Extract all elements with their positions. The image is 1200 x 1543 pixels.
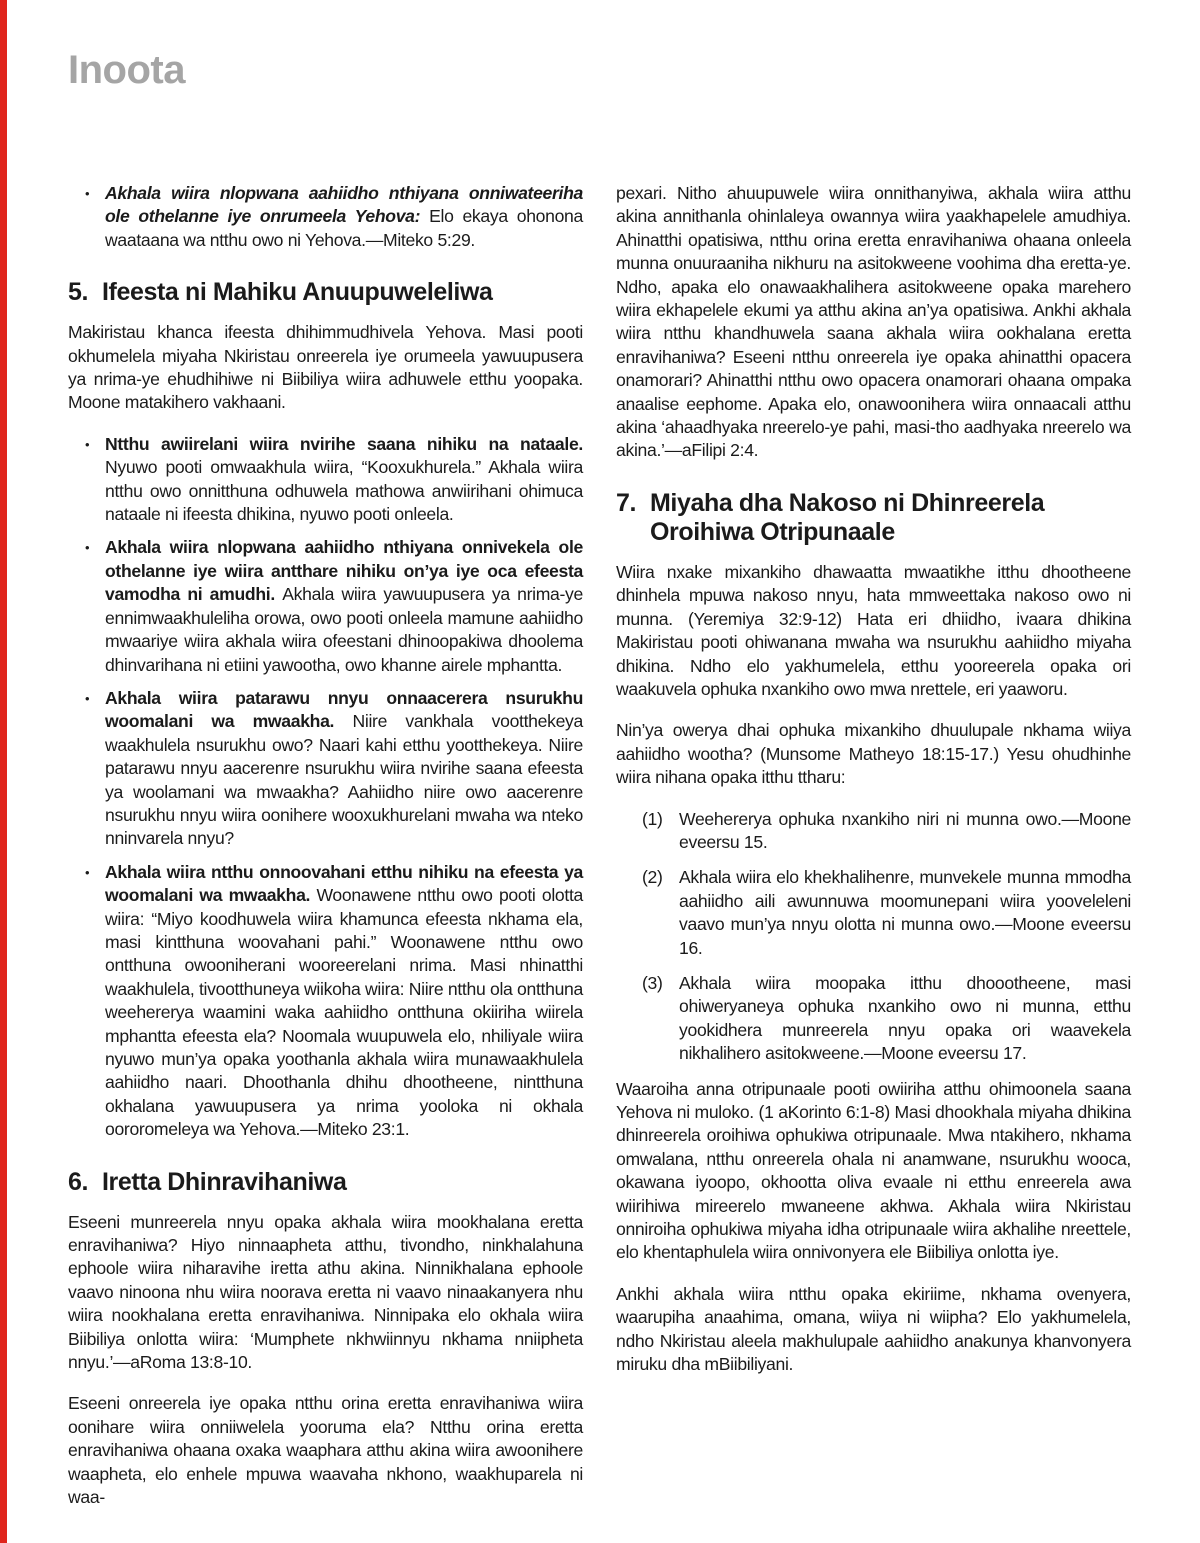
bullet-body: Niire vankhala vootthekeya waakhulela nsurukhu owo? Naari kahi etthu yootthekeya. Niire patarawu nnyu aacerenre nsurukhu wiira nvirihe saana efeesta ya woolamani wa mwaakha? Aahiidho niire owo aacerenre nsurukhu nnyu wiira oonihere wooxukhurelani mwaha wa nteko nninvarela nnyu? (105, 711, 583, 849)
paragraph: Ankhi akhala wiira ntthu opaka ekiriime, nkhama ovenyera, waarupiha anaahima, omana, wiiya ni wiipha? Elo yakhumelela, ndho Nkiristau aleela makhulupale aahiidho anakunya khanvonyera miruku dha mBiibiliyani. (616, 1283, 1131, 1375)
bullet-marker: • (85, 690, 90, 706)
two-column-layout (68, 182, 1131, 1528)
bullet-text (105, 861, 583, 1142)
bullet-item (68, 433, 583, 527)
item-number: (3) (642, 972, 663, 993)
bullet-text (105, 536, 583, 676)
section-title: Ifeesta ni Mahiku Anuupuweleliwa (102, 278, 493, 307)
paragraph: Waaroiha anna otripunaale pooti owiiriha atthu ohimoonela saana Yehova ni muloko. (1 aKorinto 6:1-8) Masi dhookhala miyaha dhikina dhinreerela oroihiwa ophukiwa otripunaale. Mwa ntakihero, nkhama omwalana, ntthu onreerela ohala ni anamwane, nsurukhu wooca, okawana iyoopo, okhootta oliva evaale ni etthu enreerela awa wiirihiwa mireerelo mwaneene akhwa. Akhala wiira Nkiristau onniroiha ophukiwa miyaha idha otripunaale wiira akhalihe nreettele, elo khentaphulela wiira onnivonyera ele Biibiliya onlotta iye. (616, 1078, 1131, 1263)
bullet-lead: Akhala wiira nlopwana aahiidho nthiyana onnivekela ole othelanne iye wiira antthare nihiku on’ya iye oca efeesta vamodha ni amudhi. (105, 537, 583, 605)
paragraph: pexari. Nitho ahuupuwele wiira onnithanyiwa, akhala wiira atthu akina annithanla ohinlaleya owannya wiira yaakhapelele amudhiya. Ahinatthi opatisiwa, ntthu orina eretta enravihaniwa ohaana onleela munna onuuraaniha nikhuru na asitokweene voohima dha eretta-ye. Ndho, apaka elo onawaakhalihera asitokweene opaka marehero wiira ekhapelele ekumi ya atthu akina an’ya opatisiwa. Ankhi akhala wiira ntthu khandhuwela saana akhala wiira ookhalana eretta enravihaniwa? Eseeni ntthu onreerela iye opaka ahinatthi opacera onamorari? Ahinatthi ntthu owo opacera onamorari ohaana ompaka anaalise eephome. Apaka elo, onawoonihera wiira onnaacali atthu akina ‘ahaadhyaka nreerelo-ye pahi, masi-tho aadhyaka nreerelo wa akina.’—aFilipi 2:4. (616, 183, 1131, 461)
paragraph: Makiristau khanca ifeesta dhihimmudhivela Yehova. Masi pooti okhumelela miyaha Nkiristau onreerela iye orumeela yawuupusera ya nrima-ye ehudhihiwe ni Biibiliya wiira adhuwele etthu yoopaka. Moone matakihero vakhaani. (68, 322, 583, 413)
item-number: (1) (642, 808, 663, 829)
bullet-item (68, 861, 583, 1142)
numbered-list (616, 808, 1131, 1066)
bullet-text (105, 182, 583, 252)
bullet-lead: Ntthu awiirelani wiira nvirihe saana nihiku na nataale. (105, 433, 583, 454)
paragraph: Eseeni munreerela nnyu opaka akhala wiira mookhalana eretta enravihaniwa? Hiyo ninnaapheta atthu, tivondho, ninkhalahuna ephoole wiira niharavihe iretta athu akina. Ninnikhalana ephoole vaavo ninoona nhu wiira noorava eretta ni vaavo ninaakanyera nhu wiira nookhalana eretta enravihaniwa. Ninnipaka elo okhala wiira Biibiliya onlotta wiira: ‘Mumphete nkhwiinnyu nkhama nniipheta nnyu.’—aRoma 13:8-10. (68, 1211, 583, 1373)
page-title: Inoota (68, 48, 185, 92)
bullet-text (105, 433, 583, 527)
numbered-item (616, 808, 1131, 855)
section-title: Miyaha dha Nakoso ni Dhinreerela Oroihiwa Otripunaale (650, 488, 1045, 546)
section-number: 5. (68, 278, 89, 307)
bullet-body: Nyuwo pooti omwaakhula wiira, “Kooxukhurela.” Akhala wiira ntthu owo onnitthuna odhuwela mathowa anwiirihani ohimuca nataale ni ifeesta dhikina, nyuwo pooti onleela. (105, 457, 583, 525)
numbered-item (616, 972, 1131, 1066)
item-text: Weehererya ophuka nxankiho niri ni munna owo.​—Moone eveersu 15. (679, 808, 1131, 852)
item-text: Akhala wiira elo khekhalihenre, munvekele munna mmodha aahiidho aili awunnuwa moomunepani wiira yooveleleni vaavo mun’ya nnyu olotta ni munna owo.—Moone eveersu 16. (679, 867, 1131, 958)
bullet-body: Elo ekaya ohonona waataana wa ntthu owo ni Yehova.—Miteko 5:29. (105, 206, 583, 250)
bullet-lead: Akhala wiira nlopwana aahiidho nthiyana onniwateeriha ole othelanne iye onrumeela Yehova: (105, 183, 583, 227)
item-text: Akhala wiira moopaka itthu dhoootheene, masi ohiweryaneya ophuka nxankiho owo ni munna, etthu yookidhera munreerela nnyu opaka ori waavekela nikhalihero asitokweene.—Moone eveersu 17. (679, 972, 1131, 1064)
bullet-marker: • (85, 540, 90, 556)
left-accent-bar (0, 0, 7, 1543)
bullet-lead: Akhala wiira ntthu onnoovahani etthu nihiku na efeesta ya woomalani wa mwaakha. (105, 861, 583, 906)
bullet-body: Woonawene ntthu owo pooti olotta wiira: “Miyo koodhuwela wiira khamunca efeesta nkhama ela, masi kintthuna woovahani pahi.” Woonawene ntthu owo ontthuna owooniherani wooreerelani nrima. Masi nhinatthi waakhulela, tivootthuneya wiikoha wiira: Niire ntthu ola ontthuna weehererya waamini waka aahiidho ontthuna okiiriha wiirela mphantta efeesta ela? Noomala wuupuwela elo, nhiliyale wiira nyuwo mun’ya opaka yoothanla akhala wiira munawaakhulela aahiidho naari. Dhoothanla dhihu dhootheene, nintthuna okhalana yawuupusera ya nrima yooloka ni okhala oororomeleya wa Yehova.—Miteko 23:1. (105, 885, 583, 1140)
item-number: (2) (642, 867, 663, 888)
paragraph: Wiira nxake mixankiho dhawaatta mwaatikhe itthu dhootheene dhinhela mpuwa nakoso nnyu, hata mmweettaka nakoso owo ni munna. (Yeremiya 32:9-12) Hata eri dhiidho, ivaara dhikina Makiristau pooti ohiwanana mwaha wa nsurukhu aahiidho miyaha dhikina. Ndho elo yakhumelela, etthu yooreerela opaka ori waakuvela ophuka nxankiho owo mwa nrettele, eri yaaworu. (616, 561, 1131, 699)
paragraph: Nin’ya owerya dhai ophuka mixankiho dhuulupale nkhama wiiya aahiidho wootha? (Munsome Matheyo 18:15-17.) Yesu ohudhinhe wiira nihana opaka itthu ttharu: (616, 720, 1131, 788)
bullet-marker: • (85, 436, 90, 452)
section-heading-7 (616, 489, 1131, 547)
bullet-item (68, 536, 583, 676)
bullet-item (68, 687, 583, 851)
bullet-item (68, 182, 583, 252)
left-column (68, 182, 583, 1528)
section-heading-6 (68, 1168, 583, 1197)
paragraph: Eseeni onreerela iye opaka ntthu orina eretta enravihaniwa wiira oonihare wiira onniiwelela yooruma ela? Ntthu orina eretta enravihaniwa ohaana oxaka waaphara atthu akina wiira awoonihere waapheta, elo enhele mpuwa waavaha nkhono, waakhuparela ni waa- (68, 1393, 583, 1508)
bullet-text (105, 687, 583, 851)
section-title: Iretta Dhinravihaniwa (102, 1167, 347, 1196)
section-number: 7. (616, 488, 637, 517)
bullet-lead: Akhala wiira patarawu nnyu onnaacerera nsurukhu woomalani wa mwaakha. (105, 687, 583, 732)
section-heading-5 (68, 278, 583, 307)
bullet-marker: • (85, 186, 90, 201)
right-column (616, 182, 1131, 1528)
numbered-item (616, 866, 1131, 960)
section-number: 6. (68, 1167, 89, 1196)
bullet-body: Akhala wiira yawuupusera ya nrima-ye ennimwaakhuleliha orowa, owo pooti onleela mamune aahiidho mwaariye wiira akhala wiira ofeestani dhinoopakiwa dhoolema dhinvarihana ni etiini yawootha, owo khanne airele mphantta. (105, 584, 583, 675)
bullet-marker: • (85, 864, 90, 880)
